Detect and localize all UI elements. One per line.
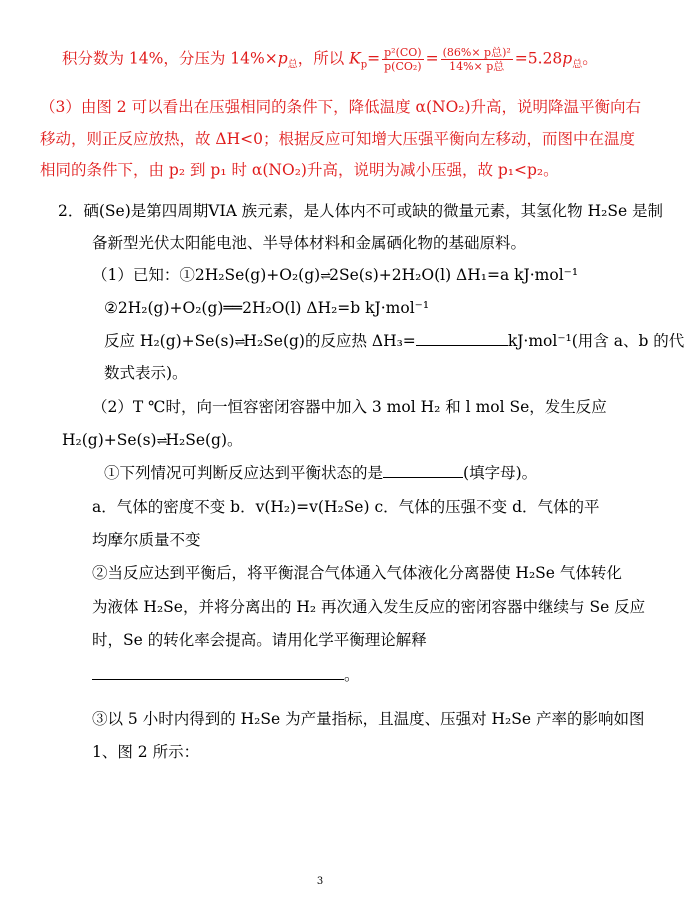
part-1-reaction-heat xyxy=(104,330,684,354)
answer-part3-line-1: （3）由图 2 可以看出在压强相同的条件下，降低温度 α(NO₂)升高，说明降温平衡向右 xyxy=(40,98,642,116)
fraction-denominator: p(CO₂) xyxy=(384,60,422,73)
equation-right: 2H₂O(l) ΔH₂=b kJ·mol⁻¹ xyxy=(242,299,430,317)
sub-question-3-line-2: 1、图 2 所示： xyxy=(92,743,200,761)
question-2-intro-line-1: 2．硒(Se)是第四周期VIA 族元素，是人体内不可或缺的微量元素，其氢化物 H₂Se 是制 xyxy=(58,202,664,220)
equals-arrow-icon: ══ xyxy=(223,299,243,317)
reaction-left: H₂(g)+Se(s) xyxy=(62,431,157,449)
question-2-intro-line-2: 备新型光伏太阳能电池、半导体材料和金属硒化物的基础原料。 xyxy=(92,234,527,252)
part-2-line-2 xyxy=(62,429,243,453)
fraction-numerator: p²(CO) xyxy=(384,46,422,59)
part-1-equation-2 xyxy=(104,297,429,319)
answer-blank[interactable] xyxy=(416,331,508,346)
part-1-equation-1 xyxy=(92,264,578,288)
reaction-right: H₂Se(g)。 xyxy=(165,431,243,449)
sub-question-tail: (填字母)。 xyxy=(463,464,538,482)
equilibrium-arrow-icon: ⇌ xyxy=(156,434,166,449)
answer-text: 积分数为 14%，分压为 14%× xyxy=(62,49,278,68)
kp-symbol: K xyxy=(349,49,361,68)
sub-question-tail: 。 xyxy=(344,666,360,684)
answer-subscript: 总 xyxy=(287,59,298,71)
equation-left: （1）已知：①2H₂Se(g)+O₂(g) xyxy=(92,266,321,284)
fraction-kp-value xyxy=(441,46,513,73)
sub-question-1 xyxy=(104,462,537,484)
reaction-left: 反应 H₂(g)+Se(s) xyxy=(104,332,235,350)
equilibrium-arrow-icon: ⇌ xyxy=(234,335,244,350)
sub-question-3-line-1: ③以 5 小时内得到的 H₂Se 为产量指标，且温度、压强对 H₂Se 产率的影响如图 xyxy=(92,710,645,728)
answer-blank[interactable] xyxy=(383,463,463,478)
answer-blank[interactable] xyxy=(92,665,344,680)
fraction-numerator: (86%× p总)² xyxy=(442,46,511,59)
sub-question-2-line-2: 为液体 H₂Se，并将分离出的 H₂ 再次通入发生反应的密闭容器中继续与 Se 反应 xyxy=(92,598,646,616)
reaction-unit: kJ·mol⁻¹(用含 a、b 的代 xyxy=(507,332,684,350)
sub-question-2-line-1: ②当反应达到平衡后，将平衡混合气体通入气体液化分离器使 H₂Se 气体转化 xyxy=(92,564,622,582)
fraction-kp-definition xyxy=(382,46,423,73)
sub-question-2-line-4 xyxy=(92,664,360,686)
answer-part3-line-2: 移动，则正反应放热，故 ΔH<0；根据反应可知增大压强平衡向左移动，而图中在温度 xyxy=(40,130,635,148)
options-line-2: 均摩尔质量不变 xyxy=(92,531,201,549)
equation-right: 2Se(s)+2H₂O(l) ΔH₁=a kJ·mol⁻¹ xyxy=(329,266,579,284)
page-number: 3 xyxy=(316,876,324,887)
sub-question-text: ①下列情况可判断反应达到平衡状态的是 xyxy=(104,464,384,482)
answer-symbol: p xyxy=(562,49,573,68)
answer-result: =5.28 xyxy=(514,49,563,68)
part-2-line-1: （2）T ℃时，向一恒容密闭容器中加入 3 mol H₂ 和 l mol Se，发生反应 xyxy=(92,398,607,416)
sub-question-2-line-3: 时，Se 的转化率会提高。请用化学平衡理论解释 xyxy=(92,631,427,649)
equilibrium-arrow-icon: ⇌ xyxy=(320,269,330,284)
answer-subscript: 总 xyxy=(572,59,583,71)
options-line-1: a．气体的密度不变 b．v(H₂)=v(H₂Se) c．气体的压强不变 d．气体的平 xyxy=(92,498,600,516)
answer-part3-line-3: 相同的条件下，由 p₂ 到 p₁ 时 α(NO₂)升高，说明为减小压强，故 p₁<p₂。 xyxy=(40,161,559,179)
equation-left: ②2H₂(g)+O₂(g) xyxy=(104,299,224,317)
fraction-denominator: 14%× p总 xyxy=(449,60,505,73)
reaction-right: H₂Se(g)的反应热 ΔH₃= xyxy=(243,332,416,350)
answer-line-1: 积分数为 14%，分压为 $14\%\times p_总$，所以 $K_p=$ $\frac{\text{p²(CO)}}{\text{p(CO₂)}}$ = $\frac{\text{(86\%× p总)²}}{\text{14\%× p总}}$ $=5.28p_总$。 xyxy=(62,46,598,73)
kp-subscript: p xyxy=(360,59,368,71)
answer-text: ，所以 xyxy=(297,49,350,68)
answer-symbol: p xyxy=(277,49,288,68)
part-1-reaction-tail: 数式表示)。 xyxy=(104,364,188,382)
